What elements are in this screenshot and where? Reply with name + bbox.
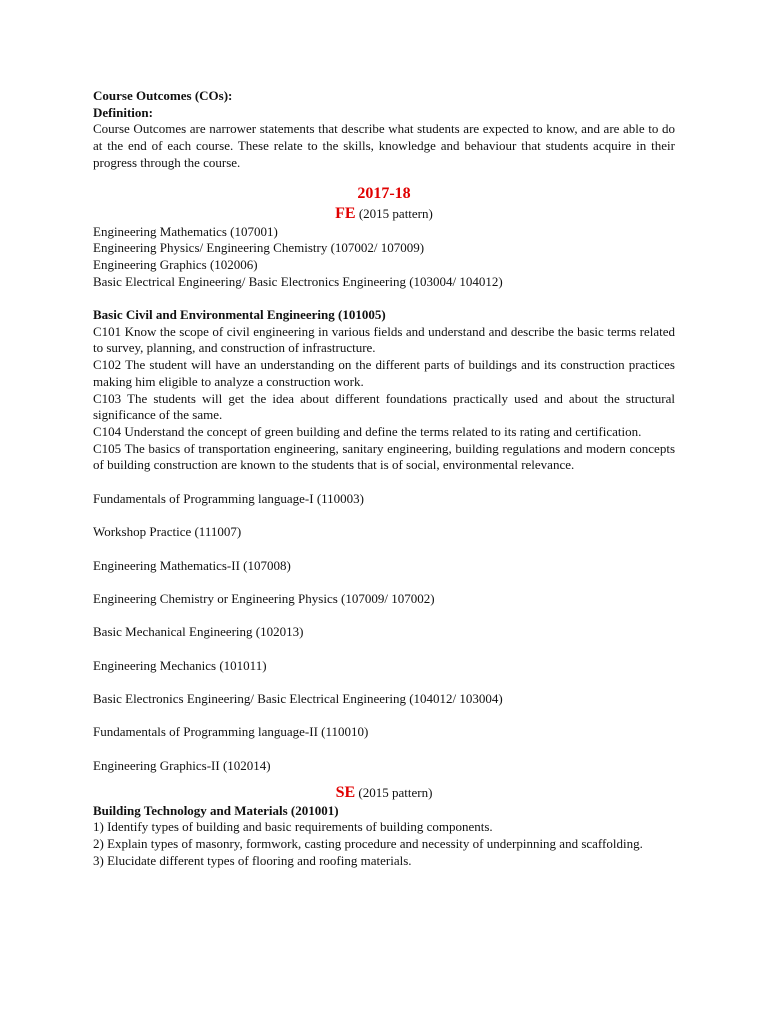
se-outcomes-list [93, 819, 675, 869]
list-item: Engineering Mathematics-II (107008) [93, 557, 291, 573]
list-item: Basic Electronics Engineering/ Basic Electrical Engineering (104012/ 103004) [93, 691, 503, 707]
se-tag: SE [335, 783, 356, 801]
fe-section-heading [93, 204, 675, 224]
outcome-item: 3) Elucidate different types of flooring and roofing materials. [93, 852, 412, 868]
list-item: Fundamentals of Programming language-I (110003) [93, 490, 365, 506]
outcome-item: C101 Know the scope of civil engineering in various fields and understand and describe the basic terms related to survey, planning, and construction of infrastructure. [93, 323, 675, 356]
list-item: Basic Electrical Engineering/ Basic Electronics Engineering (103004/ 104012) [93, 273, 503, 289]
list-item: Basic Mechanical Engineering (102013) [93, 624, 304, 640]
year-heading: 2017-18 [357, 184, 411, 202]
se-course-title: Building Technology and Materials (201001) [93, 802, 339, 818]
list-item: Workshop Practice (111007) [93, 524, 242, 540]
outcome-item: C105 The basics of transportation engineering, sanitary engineering, building regulations and modern concepts of building construction are known to the students that is of social, environmental relevance. [93, 440, 675, 473]
fe-subject-list [93, 224, 675, 291]
page-heading: Course Outcomes (COs): [93, 88, 233, 103]
fe-pattern: (2015 pattern) [355, 205, 433, 221]
list-item: Engineering Physics/ Engineering Chemistry (107002/ 107009) [93, 240, 425, 256]
civil-outcomes-list [93, 324, 675, 474]
outcome-item: 1) Identify types of building and basic requirements of building components. [93, 819, 493, 835]
outcome-item: C104 Understand the concept of green building and define the terms related to its rating and certification. [93, 423, 642, 439]
list-item: Fundamentals of Programming language-II (110010) [93, 724, 369, 740]
list-item: Engineering Chemistry or Engineering Physics (107009/ 107002) [93, 590, 435, 606]
outcome-item: C103 The students will get the idea about different foundations practically used and about the structural significance of the same. [93, 390, 675, 423]
document-content [93, 88, 675, 869]
fe-tag: FE [335, 204, 356, 222]
outcome-item: C102 The student will have an understanding on the different parts of buildings and its construction practices making him eligible to analyze a construction work. [93, 357, 675, 389]
list-item: Engineering Mathematics (107001) [93, 223, 278, 239]
outcome-item: 2) Explain types of masonry, formwork, casting procedure and necessity of underpinning and scaffolding. [93, 835, 643, 851]
definition-label: Definition: [93, 104, 153, 120]
se-section-heading [93, 783, 675, 803]
definition-text: Course Outcomes are narrower statements that describe what students are expected to know, and are able to do at the end of each course. These relate to the skills, knowledge and behaviour that students acquire in their progress through the course. [93, 121, 675, 170]
list-item: Engineering Mechanics (101011) [93, 657, 267, 673]
list-item: Engineering Graphics (102006) [93, 256, 258, 272]
list-item: Engineering Graphics-II (102014) [93, 757, 271, 773]
civil-course-title: Basic Civil and Environmental Engineering (101005) [93, 307, 386, 323]
se-pattern: (2015 pattern) [355, 784, 433, 800]
